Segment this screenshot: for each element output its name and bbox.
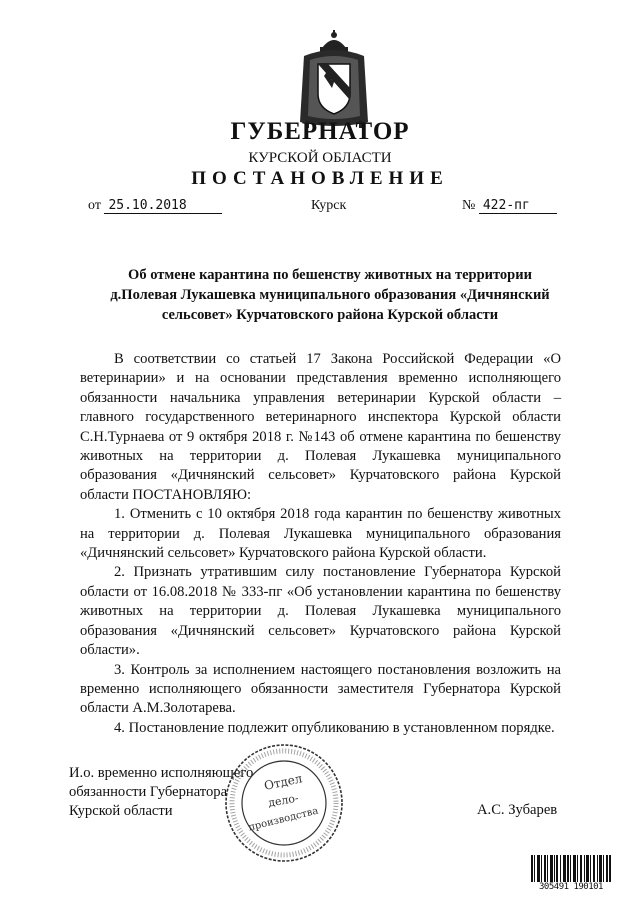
number-value: 422-пг [479,198,557,214]
body-paragraph-4: 4. Постановление подлежит опубликованию в установленном порядке. [114,719,555,736]
number-prefix: № [462,198,476,213]
heading-line: Об отмене карантина по бешенству животных на территории [128,267,532,283]
office-stamp-icon [223,742,345,864]
heading-line: сельсовет» Курчатовского района Курской области [161,307,499,323]
body-paragraph-3: 3. Контроль за исполнением настоящего постановления возложить на временно исполняющего обязанности заместителя Губернатора Курской области А.М.Золотарева. [80,661,561,717]
signature-line: обязанности Губернатора [69,784,228,800]
stamp-text: дело- [267,791,300,810]
page-title: ГУБЕРНАТОР [230,118,410,145]
body-paragraph-preamble: В соответствии со статьей 17 Закона Российской Федерации «О ветеринарии» и на основании представления временно исполняющего обязанности начальника управления ветеринарии Курской области – главного государственного ветеринарного инспектора Курской области С.Н.Турнаева от 9 октября 2018 г. №143 об отмене карантина по бешенству животных на территории д. Полевая Лукашевка муниципального образования «Дичнянский сельсовет» Курчатовского района Курской области ПОСТАНОВЛЯЮ: [80,351,561,503]
heading-line: д.Полевая Лукашевка муниципального образования «Дичнянский [110,287,550,303]
barcode-number: 305491 190101 [539,882,603,892]
page-subtitle: КУРСКОЙ ОБЛАСТИ [248,150,392,166]
date-value: 25.10.2018 [104,198,222,214]
signature-line: Курской области [69,803,173,819]
city-label: Курск [311,198,347,213]
signatory-name: А.С. Зубарев [477,802,558,818]
stamp-text: производства [247,805,320,834]
document-heading [60,265,600,325]
number-field [462,198,557,214]
signature-line: И.о. временно исполняющего [69,765,254,781]
stamp-text: Отдел [262,771,304,793]
body-paragraph-2: 2. Признать утратившим силу постановление Губернатора Курской области от 16.08.2018 № 333-пг «Об установлении карантина по бешенству животных на территории д. Полевая Лукашевка муниципального образования «Дичнянский сельсовет» Курчатовского района Курской области». [80,564,561,659]
document-body [80,350,561,738]
document-type: ПОСТАНОВЛЕНИЕ [191,168,449,189]
coat-of-arms-icon [298,30,370,130]
date-field [88,198,222,214]
body-paragraph-1: 1. Отменить с 10 октября 2018 года карантин по бешенству животных на территории д. Полевая Лукашевка муниципального образования «Дичнянский сельсовет» Курчатовского района Курской области. [80,506,561,562]
date-prefix: от [88,198,101,213]
